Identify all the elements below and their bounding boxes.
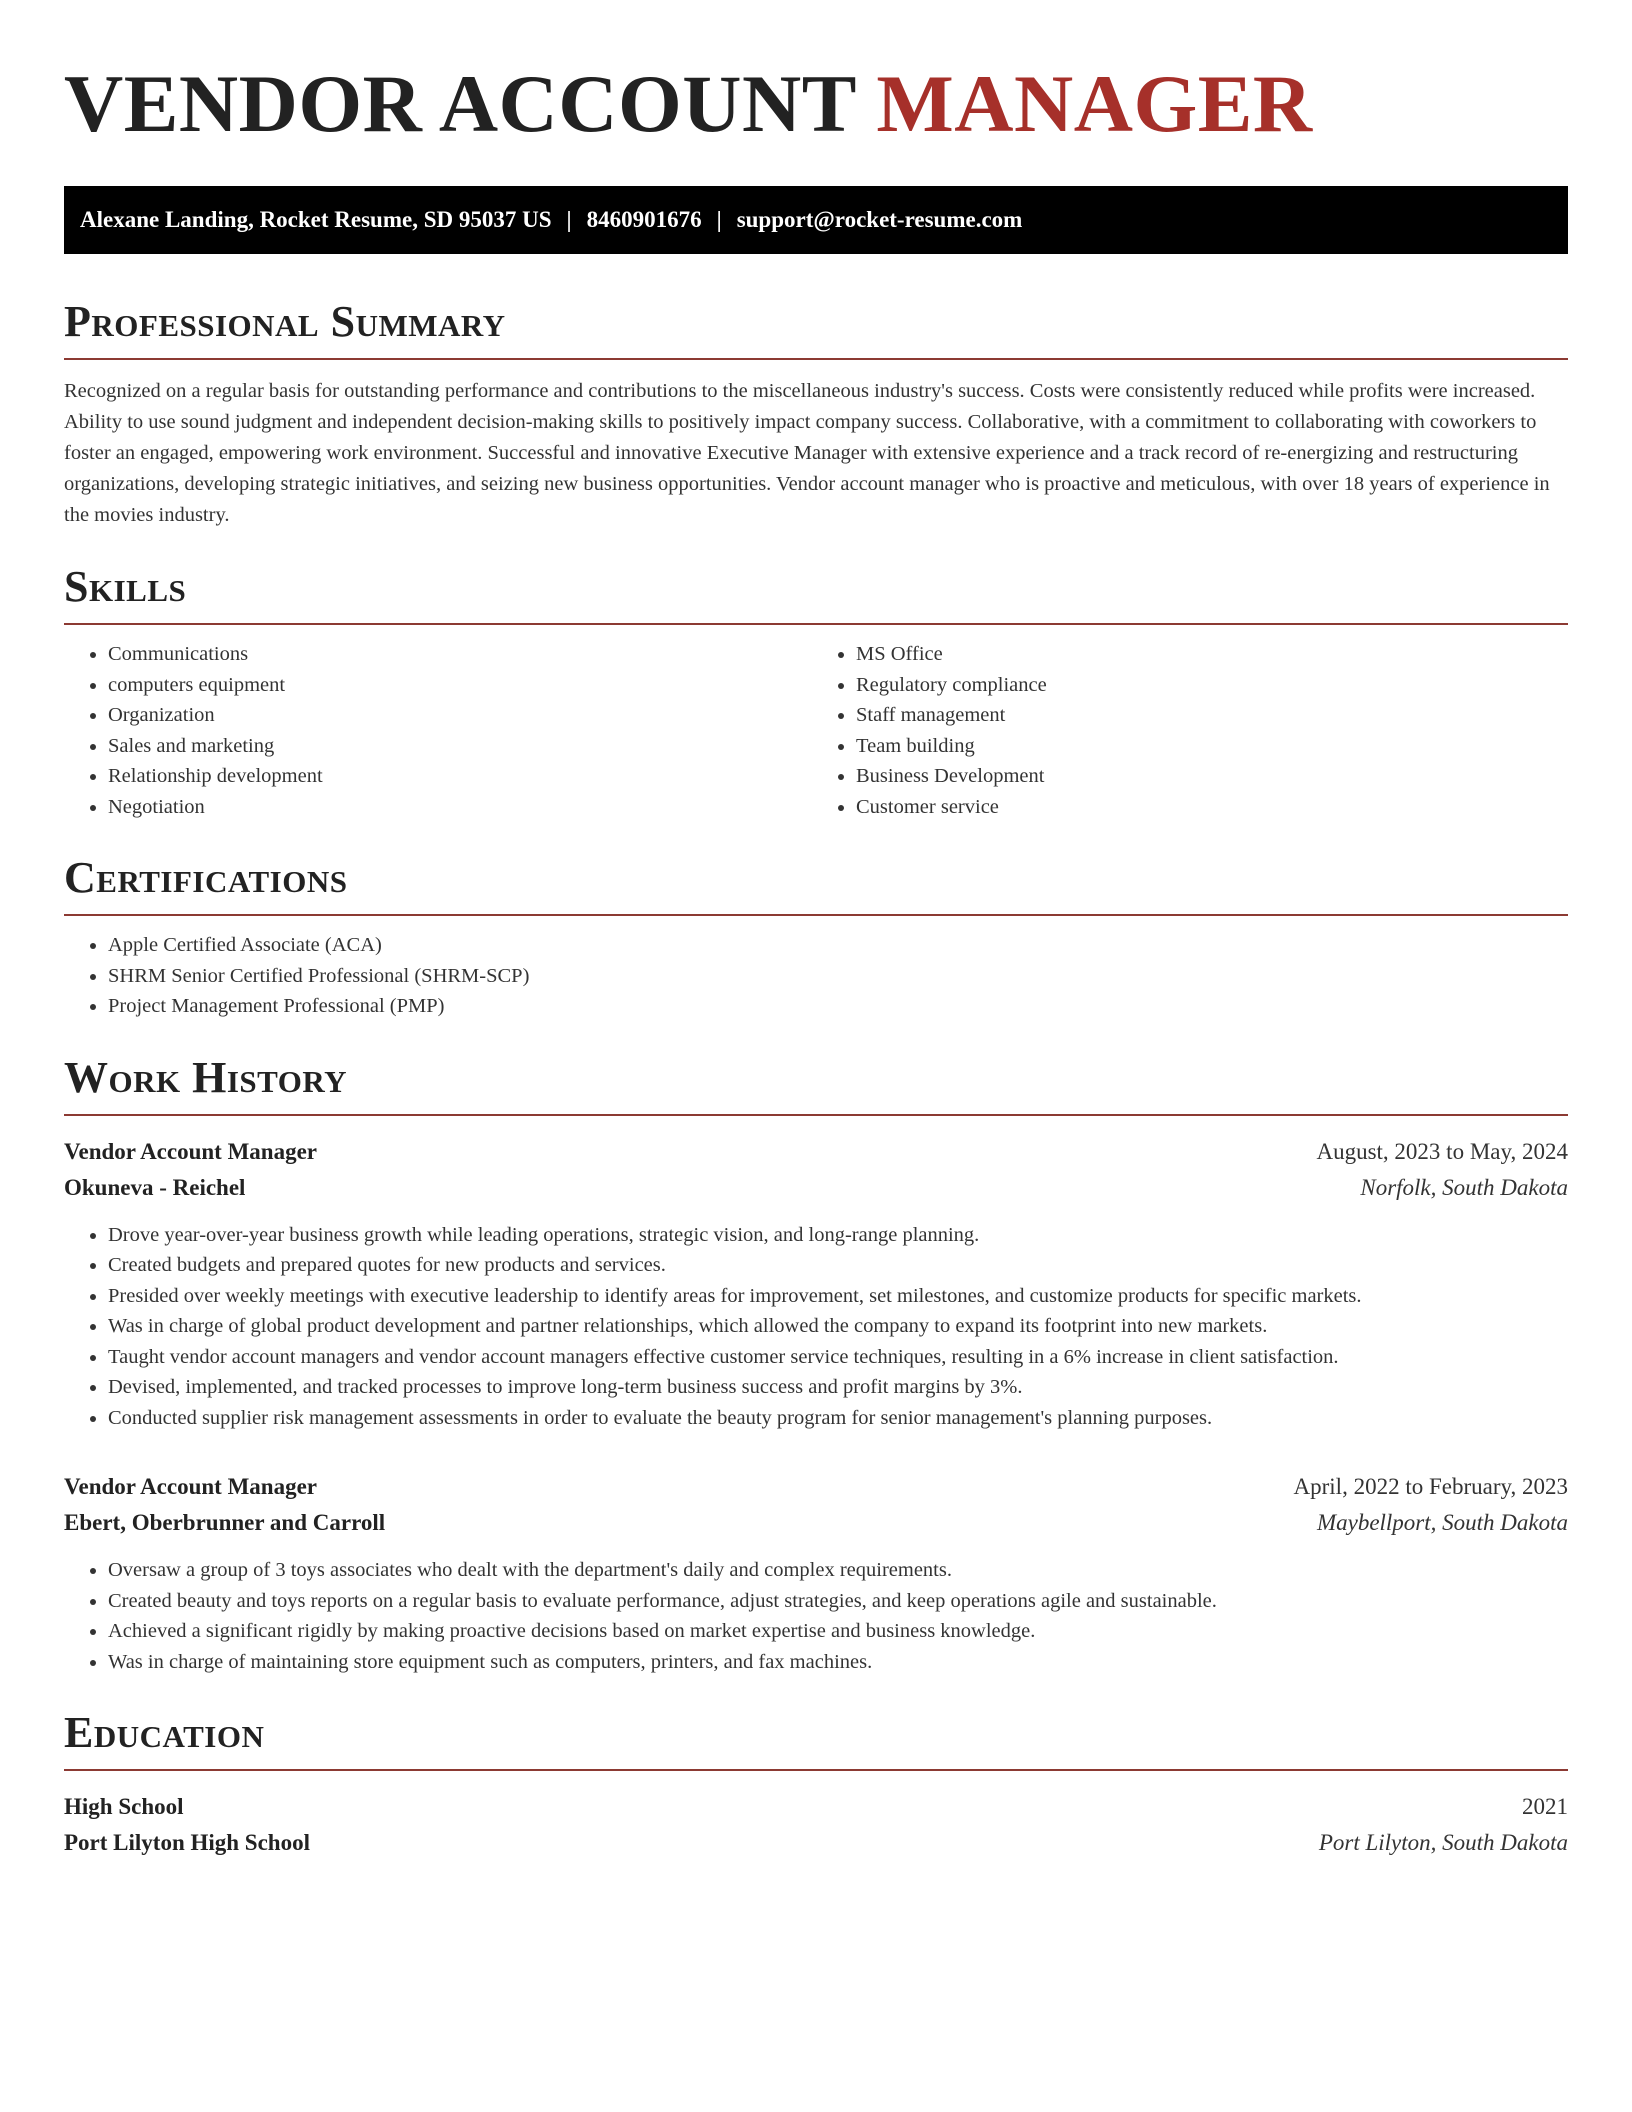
section-divider: [64, 914, 1568, 916]
education-section: [64, 1707, 1568, 1861]
skill-item: • Regulatory compliance: [856, 670, 1568, 701]
skills-columns: [64, 625, 1568, 822]
contact-email: support@rocket-resume.com: [736, 207, 1023, 232]
education-location: Port Lilyton, South Dakota: [1318, 1830, 1568, 1855]
education-heading: Education: [64, 1708, 265, 1757]
job-dates: August, 2023 to May, 2024: [1316, 1138, 1568, 1164]
job-duty: • Conducted supplier risk management assessments in order to evaluate the beauty program for senior management's planning purposes.: [108, 1403, 1568, 1434]
certifications-list: [64, 930, 1568, 1022]
skills-section: [64, 561, 1568, 822]
skill-item: • Staff management: [856, 700, 1568, 731]
job-duty: • Oversaw a group of 3 toys associates who dealt with the department's daily and complex requirements.: [108, 1555, 1568, 1586]
job-duties-list: [64, 1555, 1568, 1677]
job-company-row: [64, 1505, 1568, 1541]
title-accent: MANAGER: [876, 58, 1313, 149]
skill-item: • MS Office: [856, 639, 1568, 670]
certifications-heading: Certifications: [64, 853, 348, 902]
contact-phone: 8460901676: [586, 207, 702, 232]
summary-text: Recognized on a regular basis for outstanding performance and contributions to the miscellaneous industry's success. Costs were consistently reduced while profits were increased. Ability to use sound judgment and independent decision-making skills to positively impact company success. Collaborative, with a commitment to collaborating with coworkers to foster an engaged, empowering work environment. Successful and innovative Executive Manager with extensive experience and a track record of re-energizing and restructuring organizations, developing strategic initiatives, and seizing new business opportunities. Vendor account manager who is proactive and meticulous, with over 18 years of experience in the movies industry.: [64, 380, 1550, 526]
work-history-section: [64, 1052, 1568, 1678]
job-duty: • Presided over weekly meetings with executive leadership to identify areas for improvement, set milestones, and customize products for specific markets.: [108, 1281, 1568, 1312]
skill-item: • Relationship development: [108, 761, 816, 792]
job-entry: [64, 1469, 1568, 1677]
certifications-section: [64, 852, 1568, 1022]
section-divider: [64, 358, 1568, 360]
skills-list-left: [64, 639, 816, 822]
job-company: Okuneva - Reichel: [64, 1174, 246, 1200]
job-header-row: [64, 1134, 1568, 1170]
skills-heading: Skills: [64, 562, 187, 611]
skill-item: • Sales and marketing: [108, 731, 816, 762]
education-header-row: [64, 1789, 1568, 1825]
job-location: Norfolk, South Dakota: [1360, 1174, 1568, 1200]
skill-item: • Team building: [856, 731, 1568, 762]
job-title: Vendor Account Manager: [64, 1138, 317, 1164]
job-duty: • Was in charge of maintaining store equipment such as computers, printers, and fax machines.: [108, 1647, 1568, 1678]
contact-separator: |: [716, 207, 722, 232]
title-primary: VENDOR ACCOUNT: [64, 58, 856, 149]
certification-item: • SHRM Senior Certified Professional (SHRM-SCP): [108, 961, 1568, 992]
section-divider: [64, 1769, 1568, 1771]
job-duty: • Drove year-over-year business growth while leading operations, strategic vision, and long-range planning.: [108, 1220, 1568, 1251]
contact-separator: |: [566, 207, 572, 232]
job-company: Ebert, Oberbrunner and Carroll: [64, 1510, 386, 1535]
job-location: Maybellport, South Dakota: [1316, 1510, 1568, 1535]
job-duty: • Was in charge of global product development and partner relationships, which allowed the company to expand its footprint into new markets.: [108, 1311, 1568, 1342]
job-duty: • Devised, implemented, and tracked processes to improve long-term business success and profit margins by 3%.: [108, 1372, 1568, 1403]
job-entry: [64, 1134, 1568, 1434]
skill-item: • Communications: [108, 639, 816, 670]
skill-item: • Organization: [108, 700, 816, 731]
resume-title: [64, 56, 1568, 152]
job-dates: April, 2022 to February, 2023: [1293, 1474, 1568, 1499]
section-divider: [64, 1114, 1568, 1116]
job-title: Vendor Account Manager: [64, 1474, 317, 1499]
work-history-heading: Work History: [64, 1052, 348, 1102]
education-entry: [64, 1789, 1568, 1861]
skill-item: • Customer service: [856, 792, 1568, 823]
contact-address: Alexane Landing, Rocket Resume, SD 95037 US: [80, 207, 552, 232]
job-header-row: [64, 1469, 1568, 1505]
skill-item: • Negotiation: [108, 792, 816, 823]
job-duty: • Created budgets and prepared quotes for new products and services.: [108, 1250, 1568, 1281]
skills-list-right: [816, 639, 1568, 822]
job-duty: • Taught vendor account managers and vendor account managers effective customer service techniques, resulting in a 6% increase in client satisfaction.: [108, 1342, 1568, 1373]
skill-item: • Business Development: [856, 761, 1568, 792]
skill-item: • computers equipment: [108, 670, 816, 701]
education-year: 2021: [1522, 1794, 1568, 1819]
education-degree: High School: [64, 1794, 184, 1819]
education-school-row: [64, 1825, 1568, 1861]
certification-item: • Project Management Professional (PMP): [108, 991, 1568, 1022]
summary-heading: Professional Summary: [64, 297, 506, 346]
education-school: Port Lilyton High School: [64, 1830, 310, 1855]
job-duty: • Created beauty and toys reports on a regular basis to evaluate performance, adjust strategies, and keep operations agile and sustainable.: [108, 1586, 1568, 1617]
job-duty: • Achieved a significant rigidly by making proactive decisions based on market expertise and business knowledge.: [108, 1616, 1568, 1647]
certification-item: • Apple Certified Associate (ACA): [108, 930, 1568, 961]
job-company-row: [64, 1170, 1568, 1206]
job-duties-list: [64, 1220, 1568, 1434]
contact-bar: [64, 186, 1568, 254]
summary-section: [64, 296, 1568, 531]
